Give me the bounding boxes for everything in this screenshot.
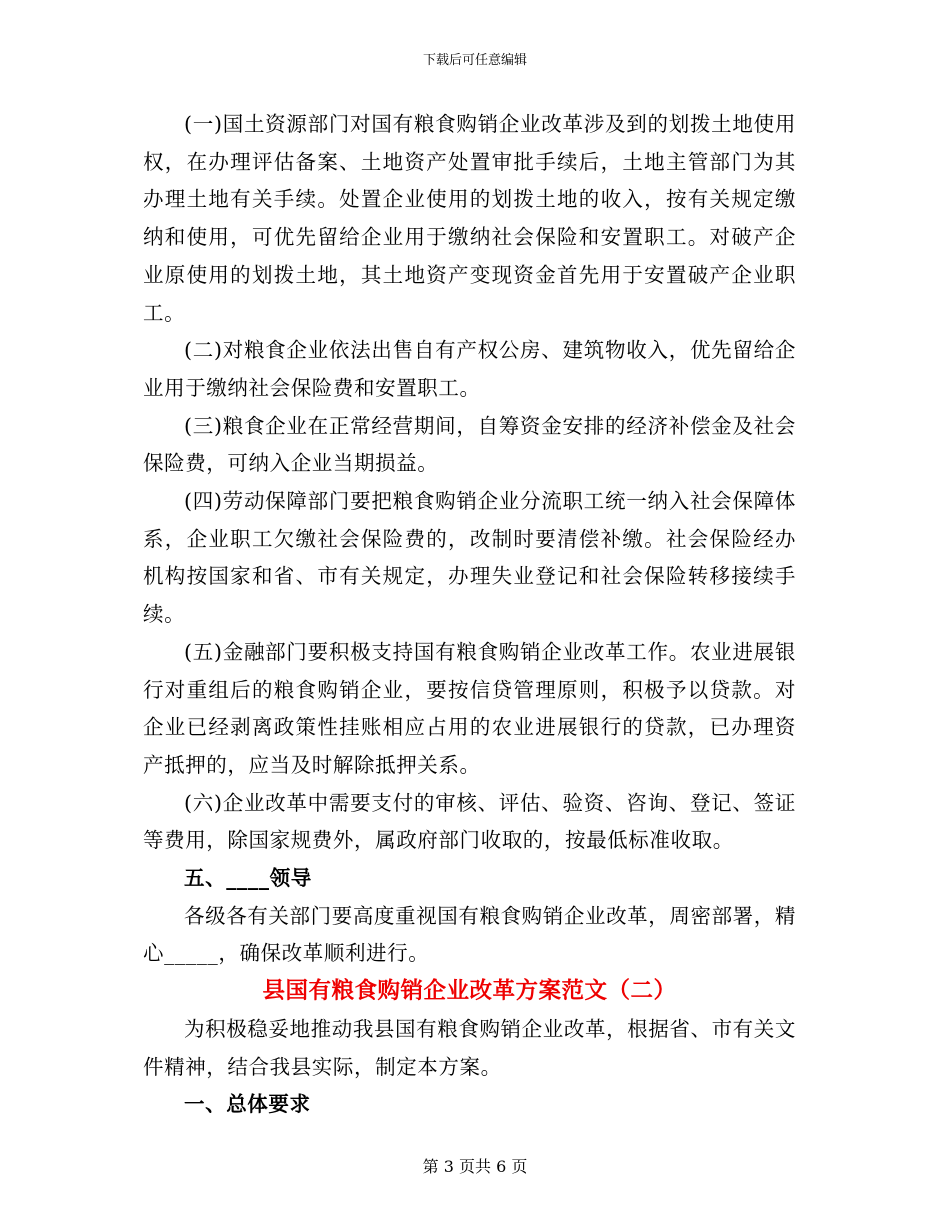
page-header: 下载后可任意编辑 <box>422 53 527 68</box>
section-heading-leadership: 五、____领导 <box>184 866 312 891</box>
paragraph-item-5: (五)金融部门要积极支持国有粮食购销企业改革工作。农业进展银行对重组后的粮食购销企业，要按信贷管理原则，积极予以贷款。对企业已经剥离政策性挂账相应占用的农业进展银行的贷款，已办理资产抵押的，应当及时解除抵押关系。 <box>143 639 796 777</box>
paragraph-item-4: (四)劳动保障部门要把粮食购销企业分流职工统一纳入社会保障体系，企业职工欠缴社会保险费的，改制时要清偿补缴。社会保险经办机构按国家和省、市有关规定，办理失业登记和社会保险转移接续手续。 <box>143 489 796 627</box>
paragraph-item-2: (二)对粮食企业依法出售自有产权公房、建筑物收入，优先留给企业用于缴纳社会保险费和安置职工。 <box>143 338 796 400</box>
paragraph-item-6: (六)企业改革中需要支付的审核、评估、验资、咨询、登记、签证等费用，除国家规费外，属政府部门收取的，按最低标准收取。 <box>143 790 796 853</box>
intro-paragraph: 为积极稳妥地推动我县国有粮食购销企业改革，根据省、市有关文件精神，结合我县实际，制定本方案。 <box>143 1016 796 1079</box>
paragraph-item-3: (三)粮食企业在正常经营期间，自筹资金安排的经济补偿金及社会保险费，可纳入企业当期损益。 <box>143 413 796 476</box>
section-leadership-body: 各级各有关部门要高度重视国有粮食购销企业改革，周密部署，精心_____，确保改革顺利进行。 <box>143 903 796 966</box>
page-footer: 第 3 页共 6 页 <box>422 1157 528 1176</box>
document-body <box>143 106 796 1124</box>
paragraph-item-1: (一)国土资源部门对国有粮食购销企业改革涉及到的划拨土地使用权，在办理评估备案、土地资产处置审批手续后，土地主管部门为其办理土地有关手续。处置企业使用的划拨土地的收入，按有关规定缴纳和使用，可优先留给企业用于缴纳社会保险和安置职工。对破产企业原使用的划拨土地，其土地资产变现资金首先用于安置破产企业职工。 <box>143 112 796 325</box>
document-title: 县国有粮食购销企业改革方案范文（二） <box>262 978 677 1005</box>
section-heading-general-requirements: 一、总体要求 <box>184 1092 311 1117</box>
